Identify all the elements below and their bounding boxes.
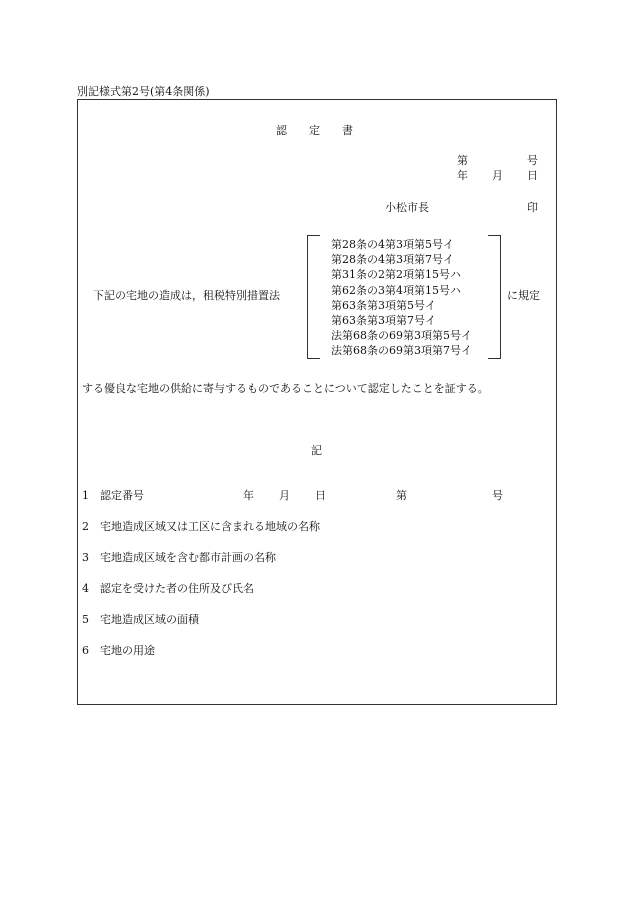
number-prefix: 第 bbox=[457, 154, 468, 167]
form-label: 別記様式第2号(第4条関係) bbox=[77, 85, 210, 98]
item-label: 宅地の用途 bbox=[100, 644, 155, 657]
issuer-name: 小松市長 bbox=[385, 201, 429, 214]
date-month: 月 bbox=[492, 169, 503, 182]
item-number: 5 bbox=[82, 613, 89, 626]
date-year: 年 bbox=[457, 169, 468, 182]
item1-month: 月 bbox=[279, 489, 290, 502]
body-text: する優良な宅地の供給に寄与するものであることについて認定したことを証する。 bbox=[82, 382, 489, 395]
item-number: 4 bbox=[82, 582, 89, 595]
provision-item: 第62条の3第4項第15号ハ bbox=[331, 283, 461, 297]
intro-text: 下記の宅地の造成は，租税特別措置法 bbox=[93, 289, 280, 302]
provision-item: 法第68条の69第3項第7号イ bbox=[331, 344, 472, 358]
provision-item: 第31条の2第2項第15号ハ bbox=[331, 268, 461, 282]
provision-item: 第63条第3項第5号イ bbox=[331, 298, 436, 312]
provision-item: 法第68条の69第3項第5号イ bbox=[331, 329, 472, 343]
item-label: 宅地造成区域を含む都市計画の名称 bbox=[100, 551, 276, 564]
provision-item: 第28条の4第3項第5号イ bbox=[331, 238, 454, 251]
item-label: 認定番号 bbox=[100, 489, 144, 502]
item-number: 2 bbox=[82, 520, 89, 533]
provision-list bbox=[331, 237, 472, 359]
item-number: 3 bbox=[82, 551, 89, 564]
item1-go: 号 bbox=[492, 489, 503, 502]
item-label: 認定を受けた者の住所及び氏名 bbox=[100, 582, 254, 595]
item1-day: 日 bbox=[315, 489, 326, 502]
ki-heading: 記 bbox=[311, 444, 322, 457]
provision-item: 第63条第3項第7号イ bbox=[331, 313, 436, 327]
item-number: 1 bbox=[82, 489, 89, 502]
certificate-title: 認 定 書 bbox=[276, 124, 353, 137]
right-bracket bbox=[488, 235, 501, 359]
item-label: 宅地造成区域又は工区に含まれる地域の名称 bbox=[100, 520, 320, 533]
item-label: 宅地造成区域の面積 bbox=[100, 613, 199, 626]
left-bracket bbox=[307, 235, 320, 359]
number-suffix: 号 bbox=[527, 154, 538, 167]
date-day: 日 bbox=[527, 169, 538, 182]
item1-dai: 第 bbox=[396, 489, 407, 502]
seal-mark: 印 bbox=[527, 201, 538, 214]
item1-year: 年 bbox=[243, 489, 254, 502]
provision-suffix: に規定 bbox=[507, 289, 540, 302]
item-number: 6 bbox=[82, 644, 89, 657]
provision-item: 第28条の4第3項第7号イ bbox=[331, 253, 454, 267]
